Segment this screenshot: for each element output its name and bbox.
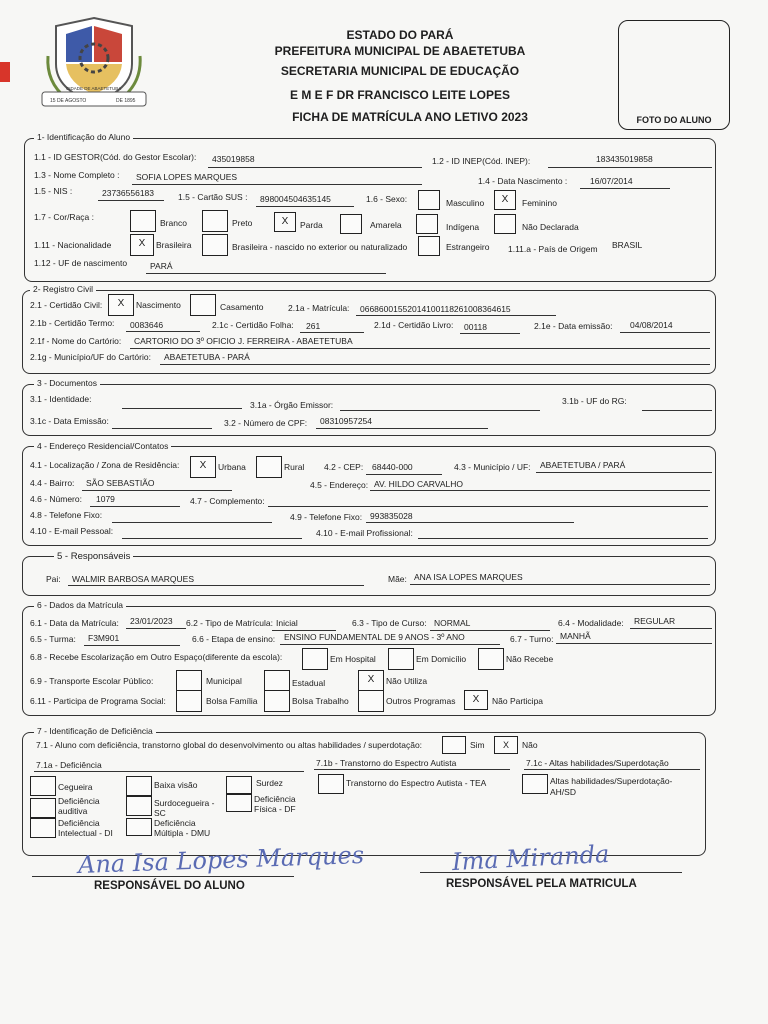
endereco-label: 4.5 - Endereço:: [310, 480, 369, 490]
inep-value[interactable]: 183435019858: [596, 154, 653, 164]
email-label: 4.10 - E-mail Pessoal:: [30, 526, 114, 536]
tea-label: Transtorno do Espectro Autista - TEA: [346, 778, 487, 788]
turma-value[interactable]: F3M901: [88, 633, 120, 643]
auditiva-label-1: Deficiência: [58, 796, 100, 806]
uf-nascimento-value[interactable]: PARÁ: [150, 261, 173, 271]
seal-city-text: CIDADE DE ABAETETUBA: [66, 86, 122, 91]
tea-checkbox[interactable]: [318, 774, 344, 794]
etapa-line: [280, 644, 500, 645]
section-6-title: 6 - Dados da Matrícula: [34, 600, 126, 610]
left-signature-line: [32, 876, 294, 877]
identidade-label: 3.1 - Identidade:: [30, 394, 92, 404]
deficiencia-a-label: 7.1a - Deficiência: [36, 760, 102, 770]
enrollment-responsible-signature: Ima Miranda: [451, 839, 610, 877]
uf-rg-label: 3.1b - UF do RG:: [562, 396, 627, 406]
header-form-title: FICHA DE MATRÍCULA ANO LETIVO 2023: [292, 110, 528, 124]
telefone2-label: 4.9 - Telefone Fixo:: [290, 512, 363, 522]
student-photo-box: [618, 20, 730, 130]
casamento-option-label: Casamento: [220, 302, 264, 312]
hospital-label: Em Hospital: [330, 654, 376, 664]
fisica-label-1: Deficiência: [254, 794, 296, 804]
turno-line: [556, 643, 712, 644]
nacionalidade-label: 1.11 - Nacionalidade: [34, 240, 112, 250]
cor-preto-checkbox[interactable]: [202, 210, 228, 232]
cor-indigena-checkbox[interactable]: [416, 214, 438, 234]
indigena-label: Indígena: [446, 222, 480, 232]
programa-outros-checkbox[interactable]: [358, 690, 384, 712]
tipo-matricula-label: 6.2 - Tipo de Matrícula:: [186, 618, 273, 628]
naoutiliza-label: Não Utiliza: [386, 676, 428, 686]
branco-label: Branco: [160, 218, 187, 228]
estadual-label: Estadual: [292, 678, 326, 688]
matricula-line: [356, 315, 556, 316]
section-4-title: 4 - Endereço Residencial/Contatos: [34, 441, 171, 451]
certidao-casamento-checkbox[interactable]: [190, 294, 216, 316]
nao-label: Não: [522, 740, 538, 750]
section-5-title: 5 - Responsáveis: [54, 551, 133, 562]
section-3-title: 3 - Documentos: [34, 378, 100, 388]
termo-line: [126, 331, 200, 332]
header-secretaria: SECRETARIA MUNICIPAL DE EDUCAÇÃO: [280, 64, 520, 78]
bairro-label: 4.4 - Bairro:: [30, 478, 75, 488]
cartorio-line: [130, 348, 710, 349]
auditiva-checkbox[interactable]: [30, 798, 56, 818]
termo-value[interactable]: 0083646: [130, 320, 164, 330]
surdocegueira-checkbox[interactable]: [126, 796, 152, 816]
masculino-label: Masculino: [446, 198, 485, 208]
cpf-line: [316, 428, 488, 429]
nome-label: 1.3 - Nome Completo :: [34, 170, 120, 180]
turma-label: 6.5 - Turma:: [30, 634, 76, 644]
cor-naodeclarada-checkbox[interactable]: [494, 214, 516, 234]
endereco-value[interactable]: AV. HILDO CARVALHO: [374, 479, 463, 489]
tipo-matricula-value[interactable]: Inicial: [276, 618, 298, 628]
sexo-feminino-checkbox[interactable]: X: [494, 190, 516, 210]
nac-estrangeiro-checkbox[interactable]: [418, 236, 440, 256]
gestor-value[interactable]: 435019858: [212, 154, 255, 164]
deficiencia-question-label: 7.1 - Aluno com deficiência, transtorno global do desenvolvimento ou altas habilidades / superdotação:: [36, 740, 423, 750]
pai-line: [68, 585, 364, 586]
turno-value[interactable]: MANHÃ: [560, 631, 591, 641]
domicilio-label: Em Domicílio: [416, 654, 467, 664]
ahsd-label-2: AH/SD: [550, 787, 576, 797]
termo-label: 2.1b - Certidão Termo:: [30, 318, 115, 328]
right-signature-label: RESPONSÁVEL PELA MATRICULA: [446, 878, 637, 890]
uf-nascimento-label: 1.12 - UF de nascimento: [34, 258, 128, 268]
matricula-value[interactable]: 06686001552014100118261008364615: [360, 304, 511, 314]
recebe-nao-checkbox[interactable]: [478, 648, 504, 670]
email-profissional-label: 4.10 - E-mail Profissional:: [316, 528, 413, 538]
amarela-label: Amarela: [370, 220, 402, 230]
surdez-label: Surdez: [256, 778, 283, 788]
deficiencia-c-label: 7.1c - Altas habilidades/Superdotação: [526, 758, 669, 768]
familia-label: Bolsa Família: [206, 696, 258, 706]
baixavisao-checkbox[interactable]: [126, 776, 152, 796]
fisica-label-2: Física - DF: [254, 804, 296, 814]
endereco-line: [370, 490, 710, 491]
nome-line: [132, 184, 422, 185]
programa-familia-checkbox[interactable]: [176, 690, 202, 712]
section-7-title: 7 - Identificação de Deficiência: [34, 726, 156, 736]
header-prefeitura: PREFEITURA MUNICIPAL DE ABAETETUBA: [274, 44, 526, 58]
nis-line: [98, 200, 164, 201]
livro-value[interactable]: 00118: [464, 322, 488, 332]
transporte-naoutiliza-checkbox[interactable]: X: [358, 670, 384, 692]
cor-branco-checkbox[interactable]: [130, 210, 156, 232]
municipio-uf-label: 4.3 - Município / UF:: [454, 462, 531, 472]
sus-label: 1.5 - Cartão SUS :: [178, 192, 248, 202]
nac-exterior-checkbox[interactable]: [202, 234, 228, 256]
modalidade-label: 6.4 - Modalidade:: [558, 618, 624, 628]
folha-value[interactable]: 261: [306, 321, 321, 331]
orgao-label: 3.1a - Órgão Emissor:: [250, 400, 334, 410]
trabalho-label: Bolsa Trabalho: [292, 696, 349, 706]
section-1-title: 1- Identificação do Aluno: [34, 132, 133, 142]
tipo-curso-label: 6.3 - Tipo de Curso:: [352, 618, 427, 628]
student-guardian-signature: Ana Isa Lopes Marques: [77, 841, 365, 879]
deficiencia-c-line: [524, 769, 700, 770]
cegueira-label: Cegueira: [58, 782, 93, 792]
pai-value[interactable]: WALMIR BARBOSA MARQUES: [72, 574, 195, 584]
outros-label: Outros Programas: [386, 696, 456, 706]
emissao-label: 2.1e - Data emissão:: [534, 321, 613, 331]
cep-value[interactable]: 68440-000: [372, 462, 413, 472]
nascimento-label: 1.4 - Data Nascimento :: [478, 176, 568, 186]
nascimento-option-label: Nascimento: [136, 300, 181, 310]
livro-line: [460, 333, 520, 334]
municipal-label: Municipal: [206, 676, 242, 686]
complemento-line: [268, 506, 708, 507]
cep-label: 4.2 - CEP:: [324, 462, 364, 472]
transporte-municipal-checkbox[interactable]: [176, 670, 202, 692]
intelectual-label-2: Intelectual - DI: [58, 828, 113, 838]
email-profissional-line: [418, 538, 708, 539]
data-emissao-line: [112, 428, 212, 429]
emissao-line: [620, 332, 710, 333]
surdocegueira-label-2: SC: [154, 808, 166, 818]
zona-label: 4.1 - Localização / Zona de Residência:: [30, 460, 180, 470]
deficiencia-a-line: [34, 771, 304, 772]
bairro-value[interactable]: SÃO SEBASTIÃO: [86, 478, 155, 488]
mae-value[interactable]: ANA ISA LOPES MARQUES: [414, 572, 523, 582]
programa-trabalho-checkbox[interactable]: [264, 690, 290, 712]
data-matricula-label: 6.1 - Data da Matrícula:: [30, 618, 119, 628]
etapa-label: 6.6 - Etapa de ensino:: [192, 634, 276, 644]
fisica-checkbox[interactable]: [226, 794, 252, 812]
uf-rg-line: [642, 410, 712, 411]
cor-parda-checkbox[interactable]: X: [274, 212, 296, 232]
feminino-label: Feminino: [522, 198, 557, 208]
certidao-label: 2.1 - Certidão Civil:: [30, 300, 103, 310]
surdocegueira-label-1: Surdocegueira -: [154, 798, 215, 808]
surdez-checkbox[interactable]: [226, 776, 252, 794]
folha-line: [300, 332, 364, 333]
nis-label: 1.5 - NIS :: [34, 186, 73, 196]
deficiencia-sim-checkbox[interactable]: [442, 736, 466, 754]
data-matricula-line: [126, 628, 186, 629]
seal-banner-year: DE 1895: [116, 98, 136, 104]
gestor-label: 1.1 - ID GESTOR(Cód. do Gestor Escolar):: [34, 152, 197, 162]
rural-label: Rural: [284, 462, 305, 472]
cpf-label: 3.2 - Número de CPF:: [224, 418, 308, 428]
cor-label: 1.7 - Cor/Raça :: [34, 212, 94, 222]
brasileira-exterior-label: Brasileira - nascido no exterior ou naturalizado: [232, 242, 408, 252]
baixavisao-label: Baixa visão: [154, 780, 198, 790]
nascimento-line: [580, 188, 670, 189]
sus-line: [256, 206, 354, 207]
tipo-matricula-line: [272, 630, 336, 631]
etapa-value[interactable]: ENSINO FUNDAMENTAL DE 9 ANOS - 3º ANO: [284, 632, 465, 642]
naoparticipa-label: Não Participa: [492, 696, 544, 706]
mae-label: Mãe:: [388, 574, 407, 584]
brasileira-label: Brasileira: [156, 240, 192, 250]
telefone2-value[interactable]: 993835028: [370, 511, 413, 521]
recebe-label: 6.8 - Recebe Escolarização em Outro Espaço(diferente da escola):: [30, 652, 283, 662]
programa-label: 6.11 - Participa de Programa Social:: [30, 696, 166, 706]
livro-label: 2.1d - Certidão Livro:: [374, 320, 454, 330]
cep-line: [366, 474, 442, 475]
transporte-label: 6.9 - Transporte Escolar Público:: [30, 676, 154, 686]
email-line: [122, 538, 302, 539]
header-state: ESTADO DO PARÁ: [346, 28, 454, 42]
orgao-line: [340, 410, 540, 411]
emissao-value[interactable]: 04/08/2014: [630, 320, 673, 330]
deficiencia-b-label: 7.1b - Transtorno do Espectro Autista: [316, 758, 457, 768]
header-school: E M E F DR FRANCISCO LEITE LOPES: [289, 88, 510, 102]
urbana-label: Urbana: [218, 462, 246, 472]
telefone-label: 4.8 - Telefone Fixo:: [30, 510, 103, 520]
municipio-uf-value[interactable]: ABAETETUBA / PARÁ: [540, 460, 626, 470]
certidao-nascimento-checkbox[interactable]: X: [108, 294, 134, 316]
nis-value[interactable]: 23736556183: [102, 188, 155, 198]
numero-value[interactable]: 1079: [96, 494, 115, 504]
modalidade-line: [630, 628, 712, 629]
intelectual-label-1: Deficiência: [58, 818, 100, 828]
red-edge-mark: [0, 62, 10, 82]
bairro-line: [82, 490, 232, 491]
municipio-cartorio-value[interactable]: ABAETETUBA - PARÁ: [164, 352, 250, 362]
municipio-cartorio-line: [160, 364, 710, 365]
municipal-coat-of-arms-icon: [36, 12, 152, 110]
nac-brasileira-checkbox[interactable]: X: [130, 234, 154, 256]
mae-line: [410, 584, 710, 585]
pais-label: 1.11.a - País de Origem: [508, 244, 598, 254]
cartorio-value[interactable]: CARTORIO DO 3º OFICIO J. FERREIRA - ABAETETUBA: [134, 336, 353, 346]
pais-value[interactable]: BRASIL: [612, 240, 643, 250]
sexo-masculino-checkbox[interactable]: [418, 190, 440, 210]
zona-urbana-checkbox[interactable]: X: [190, 456, 216, 478]
sus-value[interactable]: 898004504635145: [260, 194, 331, 204]
transporte-estadual-checkbox[interactable]: [264, 670, 290, 692]
uf-line: [146, 273, 386, 274]
numero-label: 4.6 - Número:: [30, 494, 82, 504]
turno-label: 6.7 - Turno:: [510, 634, 554, 644]
telefone-line: [112, 522, 272, 523]
left-signature-label: RESPONSÁVEL DO ALUNO: [94, 880, 245, 892]
preto-label: Preto: [232, 218, 253, 228]
sim-label: Sim: [470, 740, 485, 750]
photo-label: FOTO DO ALUNO: [636, 115, 712, 125]
matricula-label: 2.1a - Matrícula:: [288, 303, 350, 313]
municipio-cartorio-label: 2.1g - Município/UF do Cartório:: [30, 352, 151, 362]
numero-line: [90, 506, 180, 507]
cpf-value[interactable]: 08310957254: [320, 416, 373, 426]
inep-label: 1.2 - ID INEP(Cód. INEP):: [432, 156, 531, 166]
modalidade-value[interactable]: REGULAR: [634, 616, 676, 626]
ahsd-checkbox[interactable]: [522, 774, 548, 794]
cor-amarela-checkbox[interactable]: [340, 214, 362, 234]
sexo-label: 1.6 - Sexo:: [366, 194, 408, 204]
turma-line: [84, 645, 180, 646]
cartorio-label: 2.1f - Nome do Cartório:: [30, 336, 122, 346]
pai-label: Pai:: [46, 574, 61, 584]
programa-naoparticipa-checkbox[interactable]: X: [464, 690, 488, 710]
data-emissao-label: 3.1c - Data Emissão:: [30, 416, 109, 426]
right-signature-line: [420, 872, 682, 873]
telefone2-line: [366, 522, 574, 523]
recebe-hospital-checkbox[interactable]: [302, 648, 328, 670]
deficiencia-nao-checkbox[interactable]: X: [494, 736, 518, 754]
cegueira-checkbox[interactable]: [30, 776, 56, 796]
tipo-curso-line: [430, 630, 550, 631]
multipla-label-1: Deficiência: [154, 818, 196, 828]
ahsd-label-1: Altas habilidades/Superdotação-: [550, 776, 673, 786]
data-matricula-value[interactable]: 23/01/2023: [130, 616, 173, 626]
section-2-title: 2- Registro Civil: [30, 284, 96, 294]
naodeclarada-label: Não Declarada: [522, 222, 579, 232]
nome-value[interactable]: SOFIA LOPES MARQUES: [136, 172, 238, 182]
tipo-curso-value[interactable]: NORMAL: [434, 618, 471, 628]
parda-label: Parda: [300, 220, 323, 230]
complemento-label: 4.7 - Complemento:: [190, 496, 265, 506]
intelectual-checkbox[interactable]: [30, 818, 56, 838]
seal-banner-text: 15 DE AGOSTO: [50, 98, 87, 104]
multipla-checkbox[interactable]: [126, 818, 152, 836]
recebe-domicilio-checkbox[interactable]: [388, 648, 414, 670]
zona-rural-checkbox[interactable]: [256, 456, 282, 478]
multipla-label-2: Múltipla - DMU: [154, 828, 211, 838]
folha-label: 2.1c - Certidão Folha:: [212, 320, 294, 330]
auditiva-label-2: auditiva: [58, 806, 88, 816]
estrangeiro-label: Estrangeiro: [446, 242, 490, 252]
inep-line: [548, 167, 712, 168]
gestor-line: [208, 167, 422, 168]
naorecebe-label: Não Recebe: [506, 654, 554, 664]
municipio-uf-line: [536, 472, 712, 473]
deficiencia-b-line: [314, 769, 510, 770]
identidade-line: [122, 408, 242, 409]
nascimento-value[interactable]: 16/07/2014: [590, 176, 633, 186]
